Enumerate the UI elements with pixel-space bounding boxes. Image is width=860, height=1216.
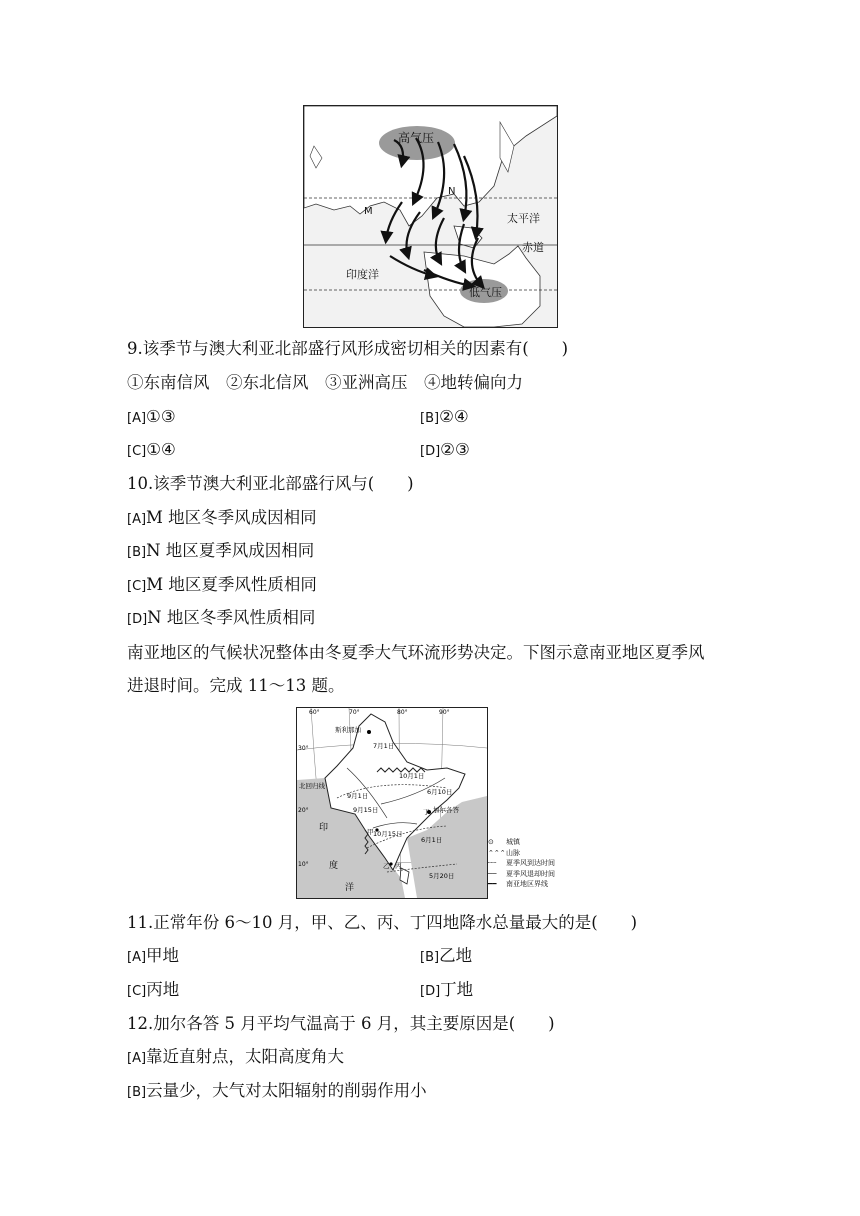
legend-boundary: ━━ 南亚地区界线 bbox=[488, 880, 548, 888]
q12-stem: 12.加尔各答 5 月平均气温高于 6 月，其主要原因是( ) bbox=[127, 1014, 555, 1033]
lon-90: 90° bbox=[439, 709, 450, 716]
yi-label: 乙 bbox=[383, 862, 390, 870]
q9-option-d[interactable]: [D]②③ bbox=[420, 440, 470, 459]
date-jul1: 7月1日 bbox=[373, 742, 395, 750]
q9-option-b[interactable]: [B]②④ bbox=[420, 407, 469, 426]
q11-option-c[interactable]: [C]丙地 bbox=[127, 980, 180, 999]
bing-label: 丙 bbox=[395, 862, 402, 870]
monsoon-map-figure bbox=[303, 105, 558, 328]
lat-10: 10° bbox=[298, 861, 309, 868]
q10-option-c[interactable]: [C]M 地区夏季风性质相同 bbox=[127, 575, 317, 594]
intro-line-1: 南亚地区的气候状况整体由冬夏季大气环流形势决定。下图示意南亚地区夏季风 bbox=[127, 643, 705, 662]
jia-label: 甲 bbox=[367, 828, 374, 836]
ding-label: 丁 bbox=[423, 808, 430, 816]
q9-option-c[interactable]: [C]①④ bbox=[127, 440, 176, 459]
date-jun1: 6月1日 bbox=[421, 836, 443, 844]
lon-60: 60° bbox=[309, 709, 320, 716]
lat-30: 30° bbox=[298, 745, 309, 752]
date-sep15: 9月15日 bbox=[353, 806, 379, 814]
high-pressure-label: 高气压 bbox=[398, 131, 435, 145]
equator-label: 赤道 bbox=[522, 241, 544, 254]
q9-option-a[interactable]: [A]①③ bbox=[127, 407, 176, 426]
intro-line-2: 进退时间。完成 11～13 题。 bbox=[127, 676, 345, 695]
srinagar-label: 斯利那加 bbox=[335, 726, 361, 734]
m-label: M bbox=[364, 206, 373, 217]
date-sep1: 9月1日 bbox=[347, 792, 369, 800]
legend-arrival: ┄┄ 夏季风到达时间 bbox=[488, 859, 555, 867]
sea-char-1: 印 bbox=[319, 823, 329, 833]
q11-option-a[interactable]: [A]甲地 bbox=[127, 946, 180, 965]
lat-20: 20° bbox=[298, 807, 309, 814]
q10-option-d[interactable]: [D]N 地区冬季风性质相同 bbox=[127, 608, 316, 627]
q9-factors: ①东南信风 ②东北信风 ③亚洲高压 ④地转偏向力 bbox=[127, 373, 523, 392]
q9-stem: 9.该季节与澳大利亚北部盛行风形成密切相关的因素有( ) bbox=[127, 339, 569, 358]
legend-city: ⊙ 城镇 bbox=[488, 838, 520, 846]
lon-80: 80° bbox=[397, 709, 408, 716]
indian-ocean-label: 印度洋 bbox=[346, 268, 379, 281]
sea-char-2: 度 bbox=[329, 861, 339, 871]
map-legend-panel bbox=[488, 837, 583, 890]
lon-70: 70° bbox=[349, 709, 360, 716]
legend-mountain: ⌃⌃⌃山脉 bbox=[488, 848, 520, 857]
date-oct1: 10月1日 bbox=[399, 772, 425, 780]
legend-retreat: ── 夏季风退却时间 bbox=[488, 869, 555, 878]
q10-stem: 10.该季节澳大利亚北部盛行风与( ) bbox=[127, 474, 414, 493]
tropic-label: 北回归线 bbox=[299, 782, 325, 790]
q12-option-b[interactable]: [B]云量少，大气对太阳辐射的削弱作用小 bbox=[127, 1081, 427, 1100]
n-label: N bbox=[448, 186, 456, 197]
q11-option-d[interactable]: [D]丁地 bbox=[420, 980, 474, 999]
q11-option-b[interactable]: [B]乙地 bbox=[420, 946, 473, 965]
sea-char-3: 洋 bbox=[345, 883, 355, 893]
pacific-label: 太平洋 bbox=[507, 212, 540, 225]
kolkata-label: 加尔各答 bbox=[433, 806, 459, 814]
low-pressure-label: 低气压 bbox=[469, 286, 502, 299]
q11-stem: 11.正常年份 6～10 月，甲、乙、丙、丁四地降水总量最大的是( ) bbox=[127, 913, 638, 932]
date-oct15: 10月15日 bbox=[373, 830, 403, 838]
date-jun10: 6月10日 bbox=[427, 788, 453, 796]
q10-option-a[interactable]: [A]M 地区冬季风成因相同 bbox=[127, 508, 317, 527]
date-may20: 5月20日 bbox=[429, 872, 455, 880]
q10-option-b[interactable]: [B]N 地区夏季风成因相同 bbox=[127, 541, 315, 560]
q12-option-a[interactable]: [A]靠近直射点，太阳高度角大 bbox=[127, 1047, 345, 1066]
south-asia-monsoon-map bbox=[296, 707, 488, 899]
